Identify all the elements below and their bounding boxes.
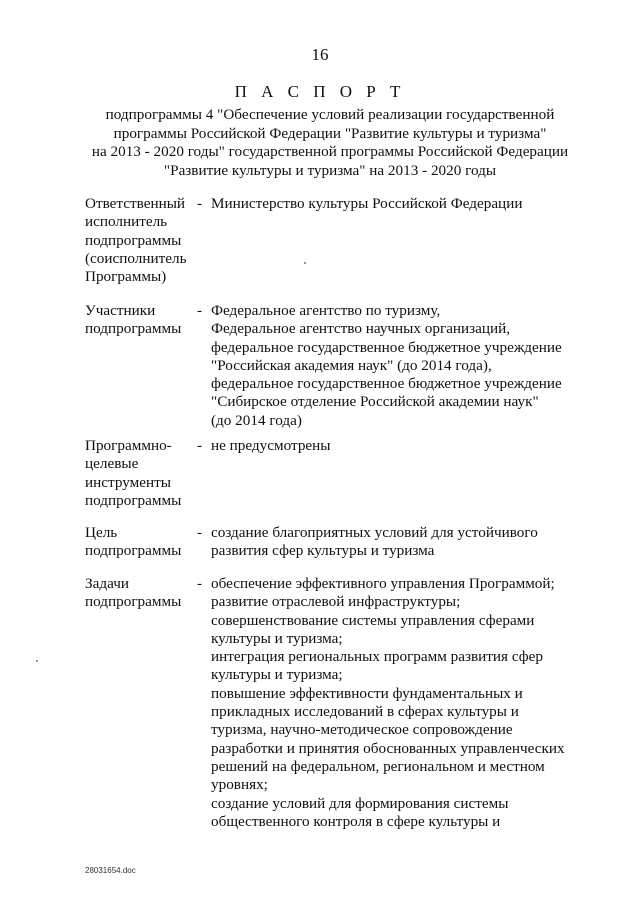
scan-speck bbox=[304, 262, 306, 264]
subtitle-line: подпрограммы 4 "Обеспечение условий реализации государственной bbox=[105, 106, 555, 123]
label-line: Ответственный bbox=[85, 195, 186, 212]
row-dash: - bbox=[197, 575, 203, 592]
label-line: Программы) bbox=[85, 268, 167, 286]
row-content bbox=[211, 524, 591, 561]
label-line: Программно- bbox=[85, 437, 172, 454]
content-line: решений на федеральном, региональном и местном bbox=[211, 757, 545, 775]
content-line: разработки и принятия обоснованных управленческих bbox=[211, 739, 565, 757]
row-dash: - bbox=[197, 437, 203, 454]
subtitle-line: на 2013 - 2020 годы" государственной программы Российской Федерации bbox=[91, 143, 569, 160]
scan-speck bbox=[36, 660, 38, 662]
label-line: инструменты bbox=[85, 473, 171, 491]
row-dash: - bbox=[197, 195, 203, 212]
row-label bbox=[85, 437, 195, 510]
content-line: не предусмотрены bbox=[211, 437, 331, 454]
label-line: Цель bbox=[85, 524, 118, 541]
content-line: культуры и туризма; bbox=[211, 666, 343, 684]
row-content bbox=[211, 195, 591, 213]
document-title: П А С П О Р Т bbox=[234, 82, 406, 101]
content-line: создание условий для формирования системы bbox=[211, 794, 509, 812]
content-line: культуры и туризма; bbox=[211, 629, 343, 647]
file-name-footer: 28031654.doc bbox=[85, 866, 136, 875]
label-line: (соисполнитель bbox=[85, 249, 187, 267]
label-line: Задачи bbox=[85, 575, 129, 592]
content-line: прикладных исследований в сферах культуры и bbox=[211, 703, 519, 721]
label-line: подпрограммы bbox=[85, 320, 182, 338]
label-line: целевые bbox=[85, 455, 139, 473]
row-label bbox=[85, 302, 195, 339]
subtitle-line: "Развитие культуры и туризма" на 2013 - 2020 годы bbox=[163, 161, 497, 179]
content-line: "Российская академия наук" (до 2014 года), bbox=[211, 356, 492, 374]
content-line: Федеральное агентство по туризму, bbox=[211, 302, 441, 319]
content-line: развитие отраслевой инфраструктуры; bbox=[211, 593, 461, 611]
subtitle-line: программы Российской Федерации "Развитие культуры и туризма" bbox=[113, 124, 547, 142]
document-subtitle bbox=[60, 106, 600, 180]
content-line: повышение эффективности фундаментальных и bbox=[211, 684, 523, 702]
content-line: обеспечение эффективного управления Программой; bbox=[211, 575, 555, 592]
content-line: туризма, научно-методическое сопровождение bbox=[211, 721, 513, 739]
row-content bbox=[211, 437, 591, 455]
content-line: развития сфер культуры и туризма bbox=[211, 542, 435, 560]
label-line: подпрограммы bbox=[85, 231, 182, 249]
content-line: совершенствование системы управления сферами bbox=[211, 611, 535, 629]
label-line: подпрограммы bbox=[85, 593, 182, 611]
row-label bbox=[85, 195, 195, 286]
content-line: интеграция региональных программ развития сфер bbox=[211, 648, 543, 666]
content-line: общественного контроля в сфере культуры и bbox=[211, 812, 501, 830]
label-line: подпрограммы bbox=[85, 542, 182, 560]
label-line: Участники bbox=[85, 302, 156, 319]
row-content bbox=[211, 575, 591, 831]
page-number: 16 bbox=[311, 45, 329, 64]
content-line: Федеральное агентство научных организаций, bbox=[211, 320, 511, 338]
content-line: уровнях; bbox=[211, 776, 268, 794]
content-line: Министерство культуры Российской Федерации bbox=[211, 195, 523, 212]
content-line: федеральное государственное бюджетное учреждение bbox=[211, 338, 562, 356]
content-line: (до 2014 года) bbox=[211, 411, 302, 429]
row-content bbox=[211, 302, 591, 430]
row-label bbox=[85, 575, 195, 612]
label-line: исполнитель bbox=[85, 213, 168, 231]
row-dash: - bbox=[197, 302, 203, 319]
label-line: подпрограммы bbox=[85, 491, 182, 509]
row-dash: - bbox=[197, 524, 203, 541]
content-line: федеральное государственное бюджетное учреждение bbox=[211, 375, 562, 393]
content-line: создание благоприятных условий для устойчивого bbox=[211, 524, 538, 541]
content-line: "Сибирское отделение Российской академии наук" bbox=[211, 393, 539, 411]
row-label bbox=[85, 524, 195, 561]
